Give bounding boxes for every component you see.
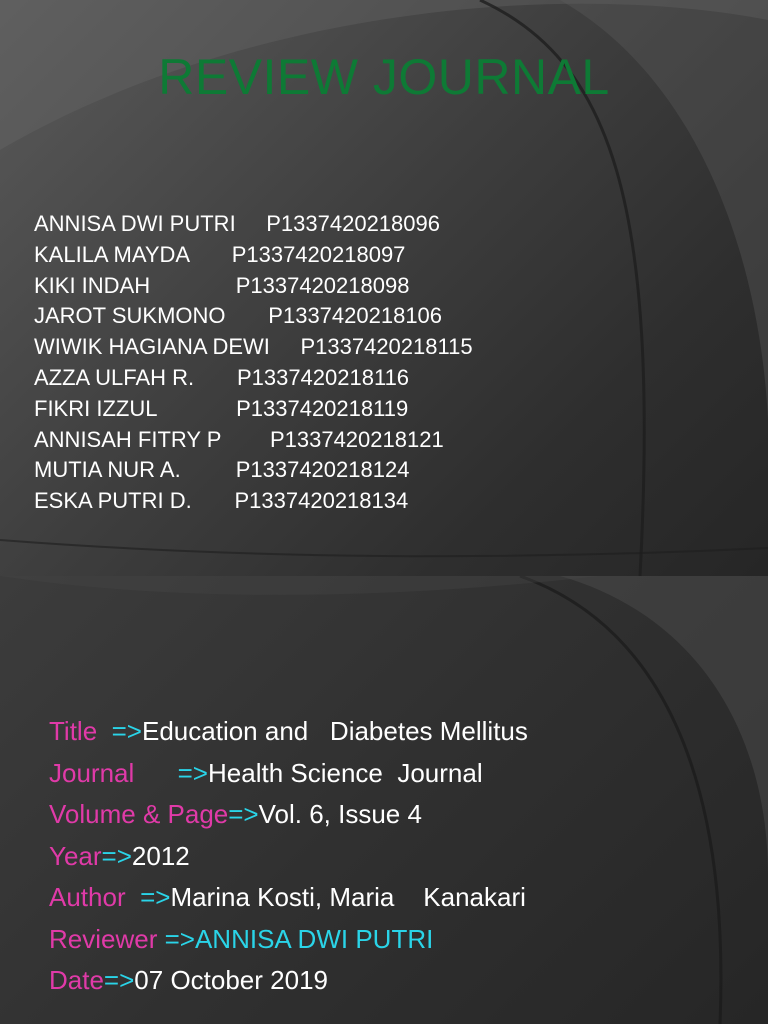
info-label: Reviewer — [49, 923, 165, 954]
info-row-author — [49, 877, 528, 919]
info-value: 07 October 2019 — [134, 965, 328, 995]
arrow-icon: => — [140, 882, 171, 912]
list-item — [34, 332, 473, 363]
member-id: P1337420218096 — [266, 211, 440, 236]
list-item — [34, 209, 473, 240]
member-name: ESKA PUTRI D. — [34, 488, 235, 514]
arrow-icon: => — [164, 923, 195, 954]
list-item — [34, 425, 473, 456]
member-name: KIKI INDAH — [34, 272, 236, 298]
info-row-title — [49, 711, 528, 753]
info-row-journal — [49, 753, 528, 795]
member-list — [34, 209, 473, 517]
member-id: P1337420218119 — [236, 395, 409, 421]
member-name: FIKRI IZZUL — [34, 395, 237, 421]
member-name: ANNISA DWI PUTRI — [34, 211, 267, 236]
arrow-icon: => — [103, 965, 135, 995]
member-name: WIWIK HAGIANA DEWI — [34, 334, 301, 360]
member-id: P1337420218106 — [268, 303, 443, 329]
list-item — [34, 394, 473, 425]
arrow-icon: => — [228, 799, 259, 829]
info-value: 2012 — [131, 840, 190, 871]
info-row-date — [49, 960, 528, 1002]
info-value: Vol. 6, Issue 4 — [258, 799, 422, 829]
journal-info-list — [49, 711, 528, 1002]
info-label: Year — [49, 840, 102, 871]
member-id: P1337420218097 — [231, 241, 406, 267]
member-name: ANNISAH FITRY P — [34, 426, 270, 452]
info-row-year — [49, 836, 528, 878]
list-item — [34, 486, 473, 517]
info-value: Marina Kosti, Maria Kanakari — [170, 882, 526, 912]
info-value: ANNISA DWI PUTRI — [194, 923, 434, 954]
info-row-reviewer — [49, 919, 528, 961]
arrow-icon: => — [177, 757, 208, 788]
list-item — [34, 240, 473, 271]
list-item — [34, 301, 473, 332]
info-label: Date — [49, 965, 104, 995]
info-label: Title — [49, 716, 105, 746]
list-item — [34, 363, 473, 394]
member-id: P1337420218098 — [235, 272, 410, 298]
list-item — [34, 455, 473, 486]
info-label: Author — [49, 882, 141, 912]
info-value: Education and Diabetes Mellitus — [142, 716, 528, 746]
member-name: MUTIA NUR A. — [34, 457, 236, 483]
member-name: KALILA MAYDA — [34, 241, 232, 267]
member-id: P1337420218124 — [235, 457, 410, 483]
info-row-volume — [49, 794, 528, 836]
list-item — [34, 271, 473, 302]
member-id: P1337420218116 — [236, 364, 410, 390]
info-value: Health Science Journal — [208, 757, 483, 788]
member-name: JAROT SUKMONO — [34, 303, 269, 329]
member-id: P1337420218121 — [269, 426, 444, 452]
arrow-icon: => — [101, 840, 132, 871]
member-id: P1337420218134 — [234, 488, 409, 514]
arrow-icon: => — [111, 716, 142, 746]
slide-heading: REVIEW JOURNAL — [158, 49, 610, 105]
member-name: AZZA ULFAH R. — [34, 364, 237, 390]
info-label: Volume & Page — [49, 799, 229, 829]
member-id: P1337420218115 — [300, 334, 473, 360]
info-label: Journal — [49, 757, 178, 788]
